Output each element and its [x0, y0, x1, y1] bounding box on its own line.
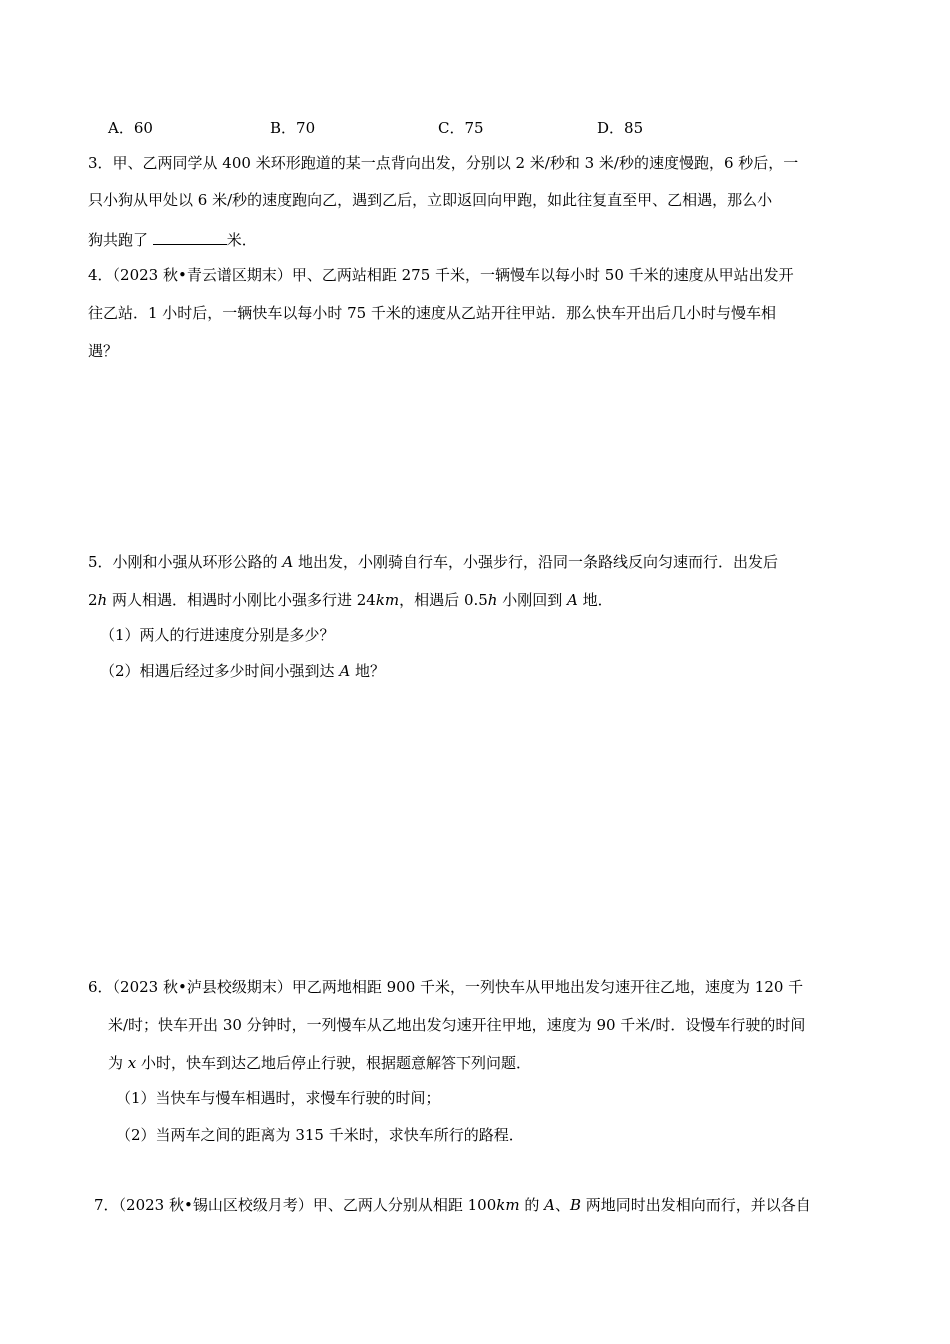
q3-line-2: 只小狗从甲处以 6 米/秒的速度跑向乙，遇到乙后，立即返回向甲跑，如此往复直至甲、乙相遇，那么小 [88, 191, 773, 209]
q7-text: 、 [554, 1196, 570, 1214]
var-b: B [569, 1196, 581, 1214]
var-a: A [544, 1196, 555, 1214]
q6-text: 为 [108, 1054, 128, 1072]
q5-text: 地？ [350, 662, 385, 680]
unit-h: h [487, 591, 498, 609]
var-a: A [339, 662, 351, 680]
q5-sub-2 [100, 661, 385, 681]
q6-line-3 [108, 1053, 531, 1073]
q3-line-3-text: 狗共跑了 [88, 231, 153, 249]
unit-km: km [496, 1196, 520, 1214]
q6-line-2: 米/时；快车开出 30 分钟时，一列慢车从乙地出发匀速开往甲地，速度为 90 千米/时．设慢车行驶的时间 [108, 1016, 806, 1034]
var-a: A [567, 591, 578, 609]
q5-text: 5．小刚和小强从环形公路的 [88, 553, 283, 571]
q5-text: 2 [88, 591, 98, 609]
unit-km: km [375, 591, 400, 609]
q5-sub-1: （1）两人的行进速度分别是多少？ [100, 626, 335, 644]
var-a: A [282, 553, 294, 571]
q5-text: 地出发，小刚骑自行车，小强步行，沿同一条路线反向匀速而行．出发后 [293, 553, 778, 571]
q7-line-1 [94, 1195, 811, 1215]
q3-line-3 [88, 230, 257, 250]
q5-line-1 [88, 552, 778, 572]
q6-line-1: 6．（2023 秋•泸县校级期末）甲乙两地相距 900 千米，一列快车从甲地出发匀速开往乙地，速度为 120 千 [88, 978, 804, 996]
q4-line-3: 遇？ [88, 342, 119, 360]
option-d: D．85 [597, 119, 644, 137]
q7-text: 的 [519, 1196, 545, 1214]
answer-blank [153, 230, 227, 245]
q5-text: 小刚回到 [497, 591, 568, 609]
q6-text: 小时，快车到达乙地后停止行驶，根据题意解答下列问题． [136, 1054, 532, 1072]
option-c: C．75 [438, 119, 484, 137]
q5-text: （2）相遇后经过多少时间小强到达 [100, 662, 340, 680]
q7-text: 两地同时出发相向而行，并以各自 [581, 1196, 811, 1214]
q6-sub-2: （2）当两车之间的距离为 315 千米时，求快车所行的路程． [116, 1126, 524, 1144]
var-x: x [127, 1054, 137, 1072]
q5-text: 两人相遇．相遇时小刚比小强多行进 24 [107, 591, 376, 609]
q4-line-1: 4．（2023 秋•青云谱区期末）甲、乙两站相距 275 千米，一辆慢车以每小时 50 千米的速度从甲站出发开 [88, 266, 794, 284]
unit-h: h [97, 591, 108, 609]
q3-line-3-unit: 米． [226, 231, 257, 249]
q7-text: 7．（2023 秋•锡山区校级月考）甲、乙两人分别从相距 100 [94, 1196, 497, 1214]
q6-sub-1: （1）当快车与慢车相遇时，求慢车行驶的时间； [116, 1089, 441, 1107]
q3-line-1: 3．甲、乙两同学从 400 米环形跑道的某一点背向出发，分别以 2 米/秒和 3 米/秒的速度慢跑，6 秒后，一 [88, 154, 799, 172]
option-b: B．70 [270, 119, 316, 137]
option-a: A．60 [108, 119, 153, 137]
q5-text: ，相遇后 0.5 [399, 591, 488, 609]
q5-line-2 [88, 590, 613, 610]
q5-text: 地． [577, 591, 613, 609]
q4-line-2: 往乙站．1 小时后，一辆快车以每小时 75 千米的速度从乙站开往甲站．那么快车开出后几小时与慢车相 [88, 304, 776, 322]
